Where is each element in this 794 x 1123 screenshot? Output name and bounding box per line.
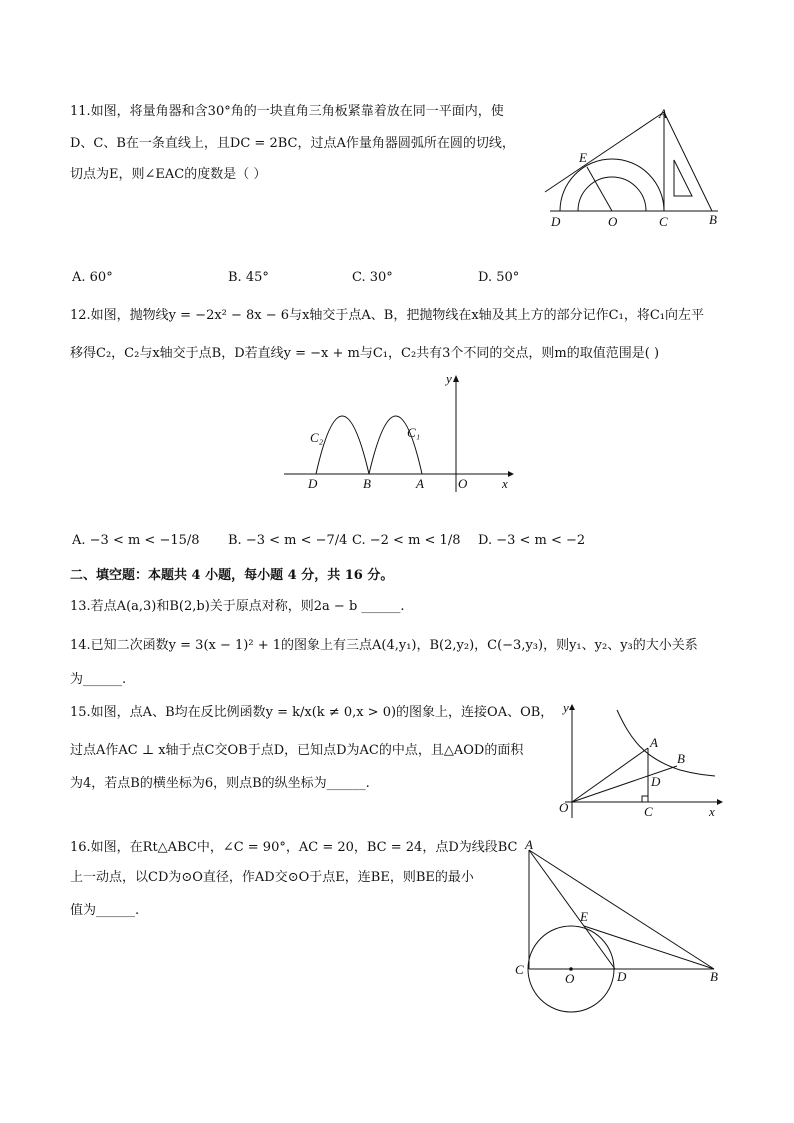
q12-label-o: O	[458, 476, 468, 491]
q15-line-2: 过点A作AC ⊥ x轴于点C交OB于点D，已知点D为AC的中点，且△AOD的面积	[70, 743, 524, 758]
q16-label-o: O	[565, 971, 575, 986]
q12-line-2: 移得C₂，C₂与x轴交于点B，D若直线y = −x + m与C₁，C₂共有3个不同的交点，则m的取值范围是( )	[70, 346, 660, 361]
q12-option-c: C. −2 < m < 1/8	[352, 533, 461, 548]
q11-line-2: D、C、B在一条直线上，且DC = 2BC，过点A作量角器圆弧所在圆的切线，	[70, 136, 515, 151]
q15-segment-ob	[572, 766, 677, 802]
q15-label-y: y	[563, 700, 569, 715]
q16-figure	[510, 835, 725, 1015]
q11-label-d: D	[551, 214, 561, 229]
q11-label-o: O	[608, 214, 618, 229]
q16-label-a: A	[525, 837, 533, 852]
q16-label-e: E	[580, 909, 588, 924]
q16-segment-ab	[529, 850, 714, 969]
q14-line-1: 14.已知二次函数y = 3(x − 1)² + 1的图象上有三点A(4,y₁)，B(2,y₂)，C(−3,y₃)，则y₁、y₂、y₃的大小关系	[70, 638, 698, 653]
q15-line-1: 15.如图，点A、B均在反比例函数y = k/x(k ≠ 0,x > 0)的图象上，连接OA、OB，	[70, 705, 554, 720]
q12-option-a: A. −3 < m < −15/8	[72, 533, 200, 548]
q12-line-1: 12.如图，抛物线y = −2x² − 8x − 6与x轴交于点A、B，把抛物线在x轴及其上方的部分记作C₁，将C₁向左平	[70, 308, 704, 323]
q16-line-3: 值为______.	[70, 903, 140, 918]
q12-label-y: y	[446, 371, 452, 386]
q16-segment-be	[584, 926, 714, 969]
q11-figure	[540, 100, 730, 235]
q11-triangle-hole	[674, 160, 692, 196]
q11-radius-oe	[587, 167, 612, 211]
q11-line-3: 切点为E，则∠EAC的度数是（ ）	[70, 167, 267, 182]
q16-label-b: B	[710, 969, 718, 984]
q12-curve-c2	[316, 416, 369, 474]
q11-option-c: C. 30°	[352, 270, 393, 285]
q11-option-b: B. 45°	[228, 270, 269, 285]
q15-figure	[555, 700, 725, 820]
q15-y-axis-arrow	[569, 704, 575, 710]
q12-option-b: B. −3 < m < −7/4	[228, 533, 348, 548]
q14-line-2: 为______.	[70, 672, 127, 687]
q15-label-x: x	[709, 804, 715, 819]
q15-label-o: O	[559, 800, 569, 815]
q15-hyperbola	[617, 710, 715, 776]
q12-label-b: B	[363, 476, 371, 491]
q12-y-axis-arrow	[453, 375, 459, 382]
q11-protractor-inner-arc	[578, 177, 646, 211]
q16-segment-ad	[529, 850, 615, 969]
q12-label-c1: C₁	[407, 425, 421, 440]
q11-label-c: C	[659, 214, 668, 229]
q12-label-x: x	[502, 476, 508, 491]
q15-line-3: 为4，若点B的横坐标为6，则点B的纵坐标为______.	[70, 776, 370, 791]
q12-option-d: D. −3 < m < −2	[478, 533, 586, 548]
q15-segment-oa	[572, 748, 648, 802]
q11-tangent-line	[545, 112, 664, 192]
q12-label-d: D	[308, 476, 318, 491]
q15-label-d: D	[651, 774, 661, 789]
q12-x-axis-arrow	[508, 471, 514, 477]
q16-line-1: 16.如图，在Rt△ABC中，∠C = 90°，AC = 20，BC = 24，点D为线段BC	[70, 840, 518, 855]
q13-line-1: 13.若点A(a,3)和B(2,b)关于原点对称，则2a − b ______.	[70, 599, 405, 614]
q15-x-axis-arrow	[717, 799, 723, 805]
q12-figure	[280, 370, 515, 495]
q15-label-c: C	[644, 804, 653, 819]
q12-label-a: A	[416, 476, 424, 491]
q11-label-a: A	[659, 106, 667, 121]
q11-protractor-outer-arc	[560, 159, 664, 211]
q16-line-2: 上一动点，以CD为⊙O直径，作AD交⊙O于点E，连BE，则BE的最小	[70, 870, 474, 885]
q15-right-angle-mark	[642, 796, 648, 802]
q16-label-c: C	[515, 962, 524, 977]
q11-option-a: A. 60°	[72, 270, 113, 285]
q11-label-e: E	[579, 150, 587, 165]
q11-label-b: B	[709, 212, 717, 227]
q16-label-d: D	[617, 969, 627, 984]
q12-label-c2: C₂	[310, 430, 324, 445]
q11-line-1: 11.如图，将量角器和含30°角的一块直角三角板紧靠着放在同一平面内，使	[70, 104, 504, 119]
q15-label-b: B	[677, 751, 685, 766]
section-title-fill-blank: 二、填空题：本题共 4 小题，每小题 4 分，共 16 分。	[70, 568, 394, 583]
q11-option-d: D. 50°	[478, 270, 520, 285]
q15-label-a: A	[650, 735, 658, 750]
